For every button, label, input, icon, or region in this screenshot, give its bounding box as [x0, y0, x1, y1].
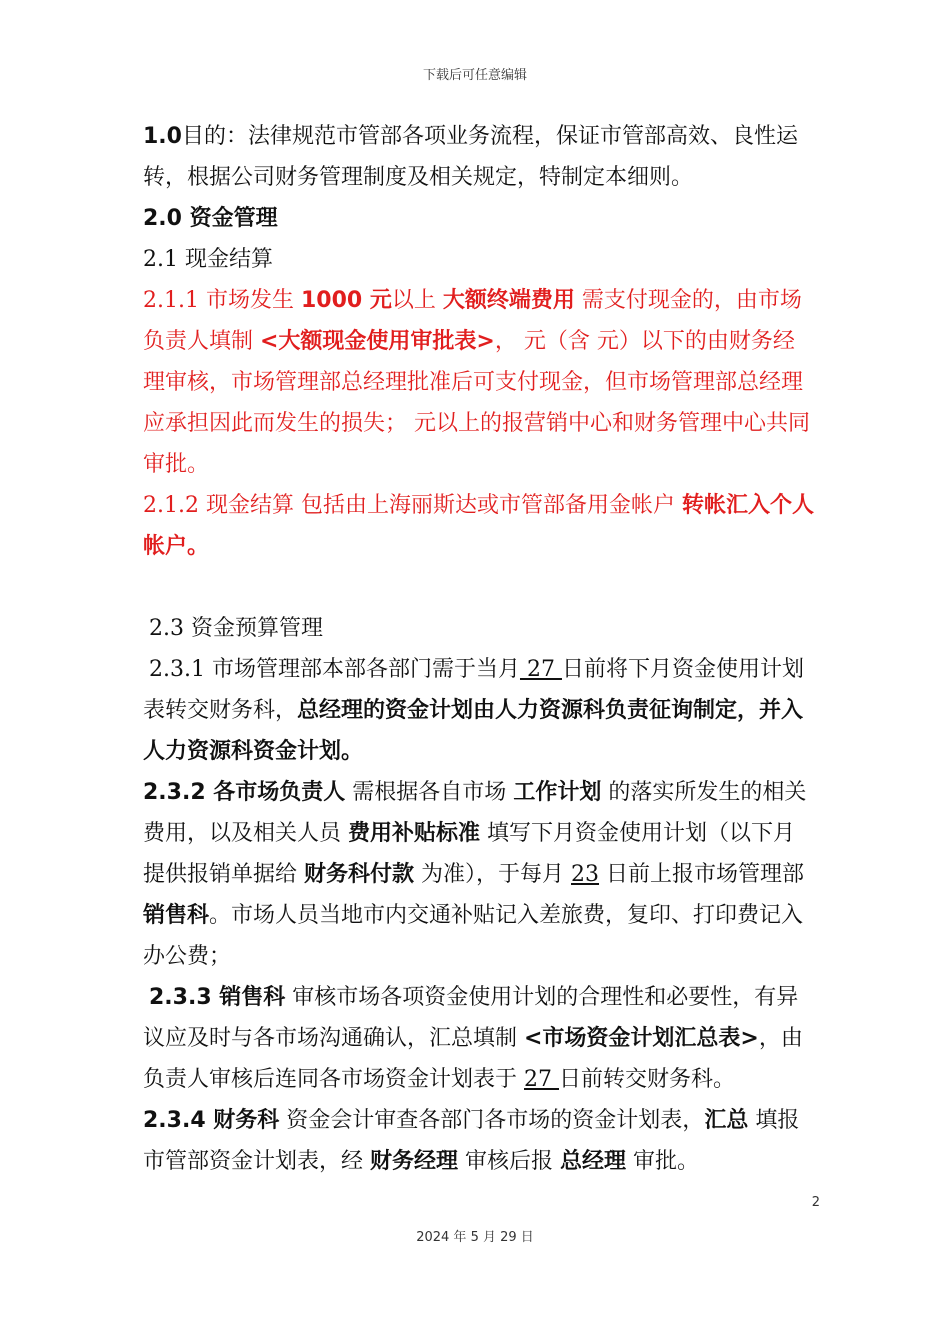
page-number: 2 [811, 1195, 820, 1210]
text-span: 市场发生 [205, 288, 301, 313]
page-header: 下载后可任意编辑 [422, 68, 527, 83]
text-span: 需支付现金的，由市场负责人填制 [143, 288, 802, 354]
bold-term: 财务经理 [370, 1149, 459, 1174]
form-name: <大额现金使用审批表> [260, 329, 495, 354]
paragraph-2-3-1 [143, 649, 815, 772]
purpose-text: 目的：法律规范市管部各项业务流程，保证市管部高效、良性运转，根据公司财务管理制度及相关规定，特制定本细则。 [143, 124, 798, 190]
clause-number: 2.1.1 [143, 288, 206, 313]
heading-fund-management: 2.0 资金管理 [143, 206, 278, 231]
text-span: 资金会计审查各部门各市场的资金计划表， [279, 1108, 705, 1133]
text-span: 需根据各自市场 [345, 780, 514, 805]
day-number: 23 [571, 862, 600, 887]
text-span: 。市场人员当地市内交通补贴记入差旅费，复印、打印费记入办公费； [143, 903, 804, 969]
day-number: 27 [519, 657, 562, 682]
text-span: 填报市管部资金计划表，经 [143, 1108, 800, 1174]
blank-line [143, 567, 815, 608]
text-span: 日前将下月资金使用计划表转交财务科， [143, 657, 804, 723]
text-span: 日前转交财务科。 [559, 1067, 736, 1092]
paragraph-purpose [143, 116, 815, 198]
text-span: ，由负责人审核后连同各市场资金计划表于 [143, 1026, 803, 1092]
text-span: ， 元（含 元）以下的由财务经理审核，市场管理部总经理批准后可支付现金，但市场管理部总经理应承担因此而发生的损失； 元以上的报营销中心和财务管理中心共同审批。 [143, 329, 810, 477]
text-span: 为准），于每月 [414, 862, 572, 887]
text-span: 以上 [391, 288, 443, 313]
paragraph-2-1-2 [143, 485, 815, 567]
bold-term: 费用补贴标准 [348, 821, 481, 846]
text-span: 填写下月资金使用计划（以下月提供报销单据给 [143, 821, 796, 887]
text-span: 审核市场各项资金使用计划的合理性和必要性，有异议应及时与各市场沟通确认，汇总填制 [143, 985, 799, 1051]
document-body [143, 116, 815, 1182]
clause-heading: 2.3.3 销售科 [149, 985, 286, 1010]
paragraph-2-3-3 [143, 977, 815, 1100]
amount-text: 1000 元 [300, 288, 392, 313]
bold-term: 总经理的资金计划由人力资源科负责征询制定，并入人力资源科资金计划。 [143, 698, 804, 764]
text-span: 2.1.2 现金结算 包括由上海丽斯达或市管部备用金帐户 [143, 493, 682, 518]
text-span: 的落实所发生的相关费用，以及相关人员 [143, 780, 807, 846]
form-name: <市场资金计划汇总表> [524, 1026, 759, 1051]
paragraph-2-3-2 [143, 772, 815, 977]
heading-cash-settlement: 2.1 现金结算 [143, 247, 273, 272]
heading-budget-management: 2.3 资金预算管理 [149, 616, 323, 641]
clause-heading: 2.3.2 各市场负责人 [143, 780, 346, 805]
text-span: 2.3.1 市场管理部本部各部门需于当月 [149, 657, 520, 682]
bold-term: 转帐汇入个人帐户。 [143, 493, 814, 559]
text-span: 审批。 [626, 1149, 700, 1174]
text-span: 日前上报市场管理部 [599, 862, 805, 887]
paragraph-2-3-4 [143, 1100, 815, 1182]
bold-term: 工作计划 [513, 780, 602, 805]
bold-term: 大额终端费用 [442, 288, 575, 313]
bold-term: 汇总 [704, 1108, 749, 1133]
clause-heading: 2.3.4 财务科 [143, 1108, 280, 1133]
day-number: 27 [524, 1067, 559, 1092]
bold-term: 总经理 [560, 1149, 627, 1174]
bold-term: 销售科 [143, 903, 210, 928]
paragraph-2-1-1 [143, 280, 815, 485]
bold-term: 财务科付款 [304, 862, 415, 887]
text-span: 审核后报 [458, 1149, 561, 1174]
footer-date: 2024 年 5 月 29 日 [416, 1230, 534, 1245]
section-number: 1.0 [143, 124, 182, 149]
